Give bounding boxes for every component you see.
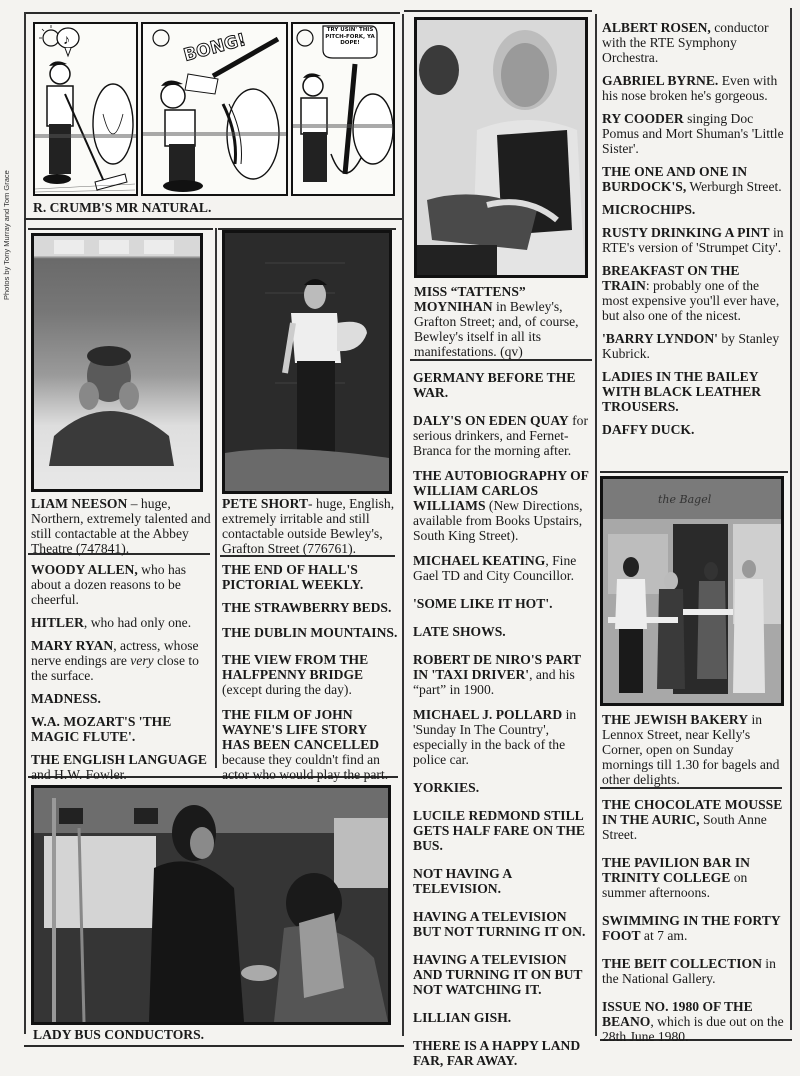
- rule-col4-under-bakery: [600, 787, 782, 789]
- list-item: 'SOME LIKE IT HOT'.: [413, 596, 553, 611]
- list-item: HAVING A TELEVISION BUT NOT TURNING IT ON.: [413, 909, 586, 939]
- list-item: BREAKFAST ON THE TRAIN: probably one of the most expensive you'll ever have, but also one of the nicest.: [602, 263, 780, 323]
- list-column-2: [222, 562, 398, 790]
- list-item: ISSUE NO. 1980 OF THE BEANO, which is due out on the 28th June 1980.: [602, 999, 784, 1044]
- photo-credit: Photos by Tony Murray and Tom Grace: [2, 170, 11, 300]
- comic-speech-bubble: TRY USIN' THIS PITCH-FORK, YA DOPE!: [325, 27, 375, 46]
- list-item: THE AUTOBIOGRAPHY OF WILLIAM CARLOS WILLIAMS (New Directions, available from Books Upstairs, South King Street).: [413, 468, 589, 543]
- rule-top-mid: [404, 10, 592, 12]
- list-item: GABRIEL BYRNE. Even with his nose broken he's gorgeous.: [602, 73, 778, 103]
- photo-jewish-bakery: [600, 476, 784, 706]
- rule-col4-left: [595, 14, 597, 1036]
- caption-heading: THE JEWISH BAKERY: [602, 712, 749, 727]
- list-column-3: [413, 370, 593, 1076]
- photo-lady-bus-conductors: [31, 785, 391, 1025]
- list-item: THE VIEW FROM THE HALFPENNY BRIDGE (except during the day).: [222, 652, 369, 697]
- list-item: THE CHOCOLATE MOUSSE IN THE AURIC, South Anne Street.: [602, 797, 783, 842]
- list-item: HITLER, who had only one.: [31, 615, 192, 630]
- list-item: WOODY ALLEN, who has about a dozen reasons to be cheerful.: [31, 562, 187, 607]
- rule-col1-col2: [215, 228, 217, 768]
- list-item: NOT HAVING A TELEVISION.: [413, 866, 512, 896]
- caption-miss-tattens-moynihan: [414, 284, 594, 359]
- list-column-4-bottom: [602, 797, 788, 1052]
- list-item: THE ENGLISH LANGUAGE and H.W. Fowler.: [31, 752, 208, 782]
- list-item: LILLIAN GISH.: [413, 1010, 512, 1025]
- list-item: HAVING A TELEVISION AND TURNING IT ON BUT NOT WATCHING IT.: [413, 952, 583, 997]
- rule-col1-top: [28, 228, 213, 230]
- list-item: THE STRAWBERRY BEDS.: [222, 600, 392, 615]
- list-item: MICHAEL KEATING, Fine Gael TD and City Councillor.: [413, 553, 577, 583]
- caption-heading: PETE SHORT: [222, 496, 309, 511]
- list-item: THE BEIT COLLECTION in the National Gallery.: [602, 956, 776, 986]
- comic-caption: R. CRUMB'S MR NATURAL.: [33, 200, 212, 215]
- caption-pete-short: [222, 496, 398, 556]
- list-item: SWIMMING IN THE FORTY FOOT at 7 am.: [602, 913, 781, 943]
- comic-panel-1: [33, 22, 138, 196]
- rule-col4-above-bakery: [600, 471, 788, 473]
- rule-col3-left: [402, 14, 404, 1036]
- caption-lady-bus-conductors: LADY BUS CONDUCTORS.: [33, 1027, 205, 1042]
- list-item: MARY RYAN, actress, whose nerve endings are very close to the surface.: [31, 638, 199, 683]
- caption-text: in Bewley's, Grafton Street; and, of course, Bewley's itself in all its manifestations. (qv): [414, 299, 579, 359]
- caption-text: - huge, English, extremely irritable and still contactable outside Bewley's, Grafton Street (776761).: [222, 496, 395, 556]
- list-item: W.A. MOZART'S 'THE MAGIC FLUTE'.: [31, 714, 172, 744]
- list-item: GERMANY BEFORE THE WAR.: [413, 370, 576, 400]
- photo-miss-tattens-moynihan: [414, 17, 588, 278]
- photo-liam-neeson: [31, 233, 203, 492]
- caption-text: – huge, Northern, extremely talented and still contactable at the Abbey Theatre (747841).: [31, 496, 211, 556]
- list-column-4-top: [602, 20, 788, 445]
- svg-text:the Bagel: the Bagel: [658, 493, 712, 506]
- rule-right-edge: [790, 8, 792, 1030]
- caption-heading: LIAM NEESON: [31, 496, 128, 511]
- rule-left-edge: [24, 12, 26, 1034]
- caption-liam-neeson: [31, 496, 211, 556]
- comic-sfx-text: BONG!: [181, 30, 248, 66]
- list-item: THE FILM OF JOHN WAYNE'S LIFE STORY HAS BEEN CANCELLED because they couldn't find an actor who would play the part.: [222, 707, 389, 782]
- comic-panel-2: [141, 22, 288, 196]
- list-item: LADIES IN THE BAILEY WITH BLACK LEATHER TROUSERS.: [602, 369, 762, 414]
- comic-panel-3: [291, 22, 395, 196]
- list-item: DALY'S ON EDEN QUAY for serious drinkers, and Fernet-Branca for the morning after.: [413, 413, 588, 458]
- list-item: MICROCHIPS.: [602, 202, 696, 217]
- rule-bottom-left: [24, 1045, 404, 1047]
- photo-pete-short: [222, 230, 392, 494]
- rule-top-left: [24, 12, 400, 14]
- caption-text: in Lennox Street, near Kelly's Corner, open on Sunday mornings till 1.30 for bagels and other delights.: [602, 712, 780, 787]
- list-item: MICHAEL J. POLLARD in 'Sunday In The Country', especially in the back of the police car.: [413, 707, 577, 767]
- list-item: LATE SHOWS.: [413, 624, 506, 639]
- list-column-1: [31, 562, 209, 790]
- caption-jewish-bakery: [602, 712, 788, 787]
- list-item: RY COODER singing Doc Pomus and Mort Shuman's 'Little Sister'.: [602, 111, 784, 156]
- list-item: RUSTY DRINKING A PINT in RTE's version of 'Strumpet City'.: [602, 225, 784, 255]
- list-item: THE DUBLIN MOUNTAINS.: [222, 625, 398, 640]
- list-item: MADNESS.: [31, 691, 101, 706]
- list-item: DAFFY DUCK.: [602, 422, 695, 437]
- list-item: LUCILE REDMOND STILL GETS HALF FARE ON THE BUS.: [413, 808, 585, 853]
- rule-col3-under-caption: [410, 359, 592, 361]
- list-item: THE END OF HALL'S PICTORIAL WEEKLY.: [222, 562, 364, 592]
- svg-text:♪: ♪: [63, 33, 70, 48]
- list-item: YORKIES.: [413, 780, 480, 795]
- list-item: ALBERT ROSEN, conductor with the RTE Symphony Orchestra.: [602, 20, 769, 65]
- list-item: THE PAVILION BAR IN TRINITY COLLEGE on summer afternoons.: [602, 855, 750, 900]
- list-item: THERE IS A HAPPY LAND FAR, FAR AWAY.: [413, 1038, 581, 1068]
- list-item: ROBERT DE NIRO'S PART IN 'TAXI DRIVER', and his “part” in 1900.: [413, 652, 581, 697]
- list-item: 'BARRY LYNDON' by Stanley Kubrick.: [602, 331, 780, 361]
- list-item: THE ONE AND ONE IN BURDOCK'S, Werburgh Street.: [602, 164, 782, 194]
- rule-under-comic: [24, 218, 402, 220]
- caption-heading: MISS “TATTENS” MOYNIHAN: [414, 284, 526, 314]
